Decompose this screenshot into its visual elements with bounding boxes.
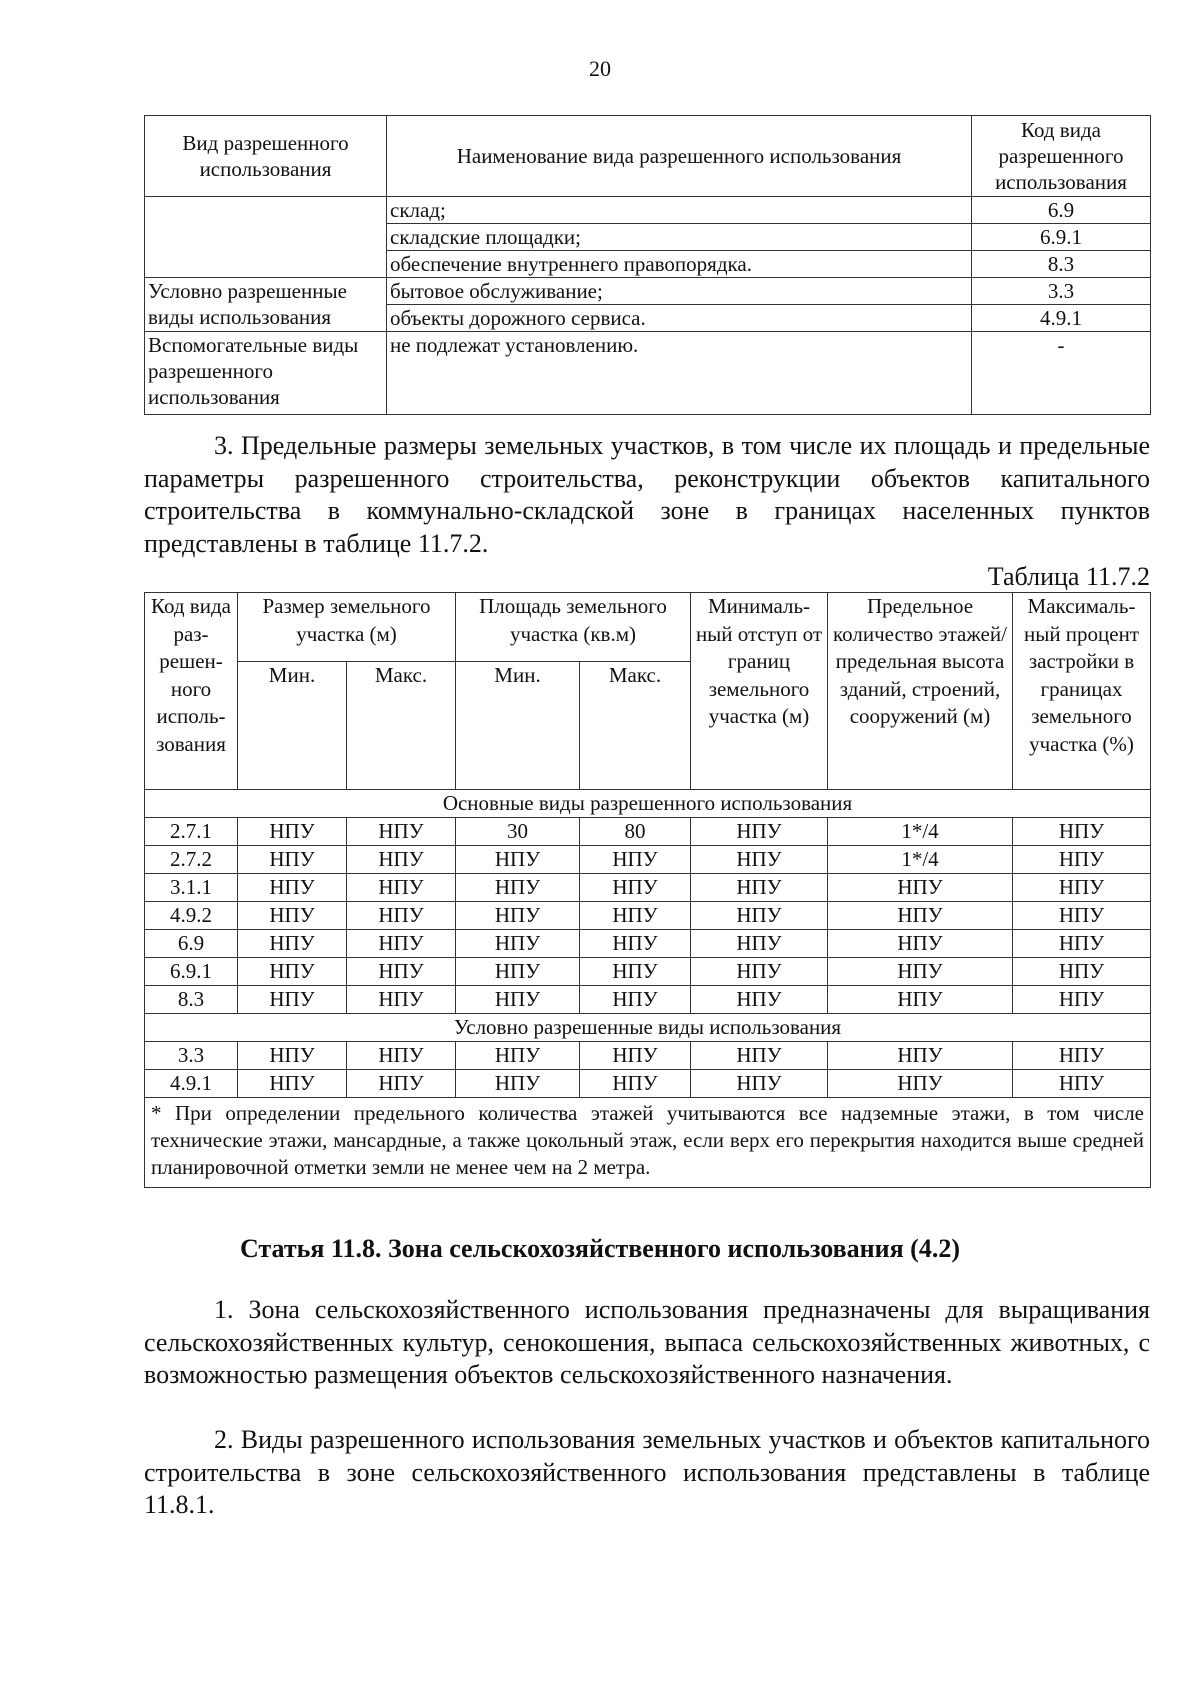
cell-size-min: НПУ bbox=[238, 986, 347, 1014]
header-size-min: Мин. bbox=[238, 662, 347, 790]
cell-size-min: НПУ bbox=[238, 902, 347, 930]
cell-area-min: НПУ bbox=[456, 846, 580, 874]
cell-area-min: НПУ bbox=[456, 930, 580, 958]
cell-coverage: НПУ bbox=[1013, 846, 1151, 874]
use-code: - bbox=[972, 332, 1151, 415]
article-paragraph-1-text: 1. Зона сельскохозяйственного использования предназначены для выращивания сельскохозяйственных культур, сенокошения, выпаса сельскохозяйственных животных, с возможностью размещения объектов сельскохозяйственного назначения. bbox=[144, 1295, 1150, 1389]
table-row bbox=[145, 1070, 1151, 1098]
page-number: 20 bbox=[589, 56, 611, 81]
table-row bbox=[145, 986, 1151, 1014]
cell-area-max: НПУ bbox=[580, 1042, 691, 1070]
section-main-title: Основные виды разрешенного использования bbox=[145, 790, 1151, 818]
use-code: 6.9 bbox=[972, 197, 1151, 224]
cell-setback: НПУ bbox=[691, 958, 828, 986]
table-row bbox=[145, 197, 1151, 224]
cell-area-max: НПУ bbox=[580, 874, 691, 902]
cell-coverage: НПУ bbox=[1013, 958, 1151, 986]
cell-setback: НПУ bbox=[691, 986, 828, 1014]
cell-area-max: НПУ bbox=[580, 902, 691, 930]
cell-area-max: 80 bbox=[580, 818, 691, 846]
table-row bbox=[145, 930, 1151, 958]
cell-coverage: НПУ bbox=[1013, 818, 1151, 846]
table-row bbox=[145, 902, 1151, 930]
cell-size-min: НПУ bbox=[238, 958, 347, 986]
table-row bbox=[145, 874, 1151, 902]
cell-size-max: НПУ bbox=[347, 902, 456, 930]
cell-area-min: НПУ bbox=[456, 958, 580, 986]
header-use-name: Наименование вида разрешенного использования bbox=[387, 116, 972, 197]
section-row bbox=[145, 790, 1151, 818]
cell-code: 6.9 bbox=[145, 930, 238, 958]
cell-area-max: НПУ bbox=[580, 958, 691, 986]
cell-code: 8.3 bbox=[145, 986, 238, 1014]
article-paragraph-2-text: 2. Виды разрешенного использования земельных участков и объектов капитального строительства в зоне сельскохозяйственного использования представлены в таблице 11.8.1. bbox=[144, 1425, 1150, 1519]
header-area-min: Мин. bbox=[456, 662, 580, 790]
use-name: не подлежат установлению. bbox=[387, 332, 972, 415]
header-size-max: Макс. bbox=[347, 662, 456, 790]
cell-size-max: НПУ bbox=[347, 1042, 456, 1070]
header-use-type: Вид разрешенного использования bbox=[145, 116, 387, 197]
cell-area-min: НПУ bbox=[456, 986, 580, 1014]
limit-parameters-table bbox=[144, 592, 1151, 1188]
cell-floors: НПУ bbox=[828, 930, 1013, 958]
cell-area-min: НПУ bbox=[456, 874, 580, 902]
table-row bbox=[145, 1042, 1151, 1070]
cell-code: 4.9.2 bbox=[145, 902, 238, 930]
cell-code: 4.9.1 bbox=[145, 1070, 238, 1098]
header-floors: Предельное количество этажей/ предельная высота зданий, строений, сооружений (м) bbox=[828, 593, 1013, 790]
use-code: 6.9.1 bbox=[972, 224, 1151, 251]
group-label: Условно разрешенные виды использования bbox=[145, 278, 387, 332]
cell-size-max: НПУ bbox=[347, 818, 456, 846]
cell-size-min: НПУ bbox=[238, 1070, 347, 1098]
cell-size-min: НПУ bbox=[238, 818, 347, 846]
cell-floors: НПУ bbox=[828, 958, 1013, 986]
cell-code: 3.1.1 bbox=[145, 874, 238, 902]
cell-area-min: НПУ bbox=[456, 1070, 580, 1098]
use-code: 4.9.1 bbox=[972, 305, 1151, 332]
section-conditional-title: Условно разрешенные виды использования bbox=[145, 1014, 1151, 1042]
table-row bbox=[145, 818, 1151, 846]
cell-setback: НПУ bbox=[691, 1070, 828, 1098]
cell-area-min: НПУ bbox=[456, 1042, 580, 1070]
table-row bbox=[145, 332, 1151, 415]
cell-size-max: НПУ bbox=[347, 874, 456, 902]
cell-area-max: НПУ bbox=[580, 846, 691, 874]
paragraph-3-text: 3. Предельные размеры земельных участков, в том числе их площадь и предельные параметры разрешенного строительства, реконструкции объектов капитального строительства в коммунально-складской зоне в границах населенных пунктов представлены в таблице 11.7.2. bbox=[144, 431, 1150, 558]
cell-floors: НПУ bbox=[828, 1070, 1013, 1098]
cell-setback: НПУ bbox=[691, 902, 828, 930]
cell-size-min: НПУ bbox=[238, 874, 347, 902]
section-row bbox=[145, 1014, 1151, 1042]
use-name: склад; bbox=[387, 197, 972, 224]
cell-floors: 1*/4 bbox=[828, 818, 1013, 846]
cell-setback: НПУ bbox=[691, 846, 828, 874]
footnote-row bbox=[145, 1098, 1151, 1188]
paragraph-3 bbox=[144, 430, 1150, 560]
cell-setback: НПУ bbox=[691, 1042, 828, 1070]
cell-area-max: НПУ bbox=[580, 986, 691, 1014]
table-caption: Таблица 11.7.2 bbox=[987, 562, 1150, 591]
group-label: Вспомогательные виды разрешенного использования bbox=[145, 332, 387, 415]
cell-size-max: НПУ bbox=[347, 930, 456, 958]
cell-size-min: НПУ bbox=[238, 1042, 347, 1070]
header-size: Размер земельного участка (м) bbox=[238, 593, 456, 662]
article-heading: Статья 11.8. Зона сельскохозяйственного использования (4.2) bbox=[239, 1234, 960, 1263]
header-area: Площадь земельного участка (кв.м) bbox=[456, 593, 691, 662]
cell-size-max: НПУ bbox=[347, 1070, 456, 1098]
cell-floors: НПУ bbox=[828, 986, 1013, 1014]
cell-code: 2.7.1 bbox=[145, 818, 238, 846]
table-header-row bbox=[145, 593, 1151, 662]
use-code: 8.3 bbox=[972, 251, 1151, 278]
table-footnote: * При определении предельного количества этажей учитываются все надземные этажи, в том числе технические этажи, мансардные, а также цокольный этаж, если верх его перекрытия находится выше средней планировочной отметки земли не менее чем на 2 метра. bbox=[145, 1098, 1151, 1188]
cell-setback: НПУ bbox=[691, 874, 828, 902]
cell-size-max: НПУ bbox=[347, 958, 456, 986]
header-coverage: Максималь-ный процент застройки в границах земельного участка (%) bbox=[1013, 593, 1151, 790]
header-use-code: Код вида разрешенного использования bbox=[972, 116, 1151, 197]
cell-code: 2.7.2 bbox=[145, 846, 238, 874]
cell-floors: НПУ bbox=[828, 902, 1013, 930]
cell-area-max: НПУ bbox=[580, 930, 691, 958]
cell-coverage: НПУ bbox=[1013, 874, 1151, 902]
use-name: бытовое обслуживание; bbox=[387, 278, 972, 305]
cell-floors: НПУ bbox=[828, 1042, 1013, 1070]
header-code: Код вида раз-решен-ного исполь-зования bbox=[145, 593, 238, 790]
cell-coverage: НПУ bbox=[1013, 1042, 1151, 1070]
use-name: обеспечение внутреннего правопорядка. bbox=[387, 251, 972, 278]
group-label bbox=[145, 197, 387, 278]
cell-area-min: 30 bbox=[456, 818, 580, 846]
cell-size-min: НПУ bbox=[238, 846, 347, 874]
table-header-row bbox=[145, 116, 1151, 197]
use-name: объекты дорожного сервиса. bbox=[387, 305, 972, 332]
cell-area-max: НПУ bbox=[580, 1070, 691, 1098]
cell-area-min: НПУ bbox=[456, 902, 580, 930]
table-row bbox=[145, 278, 1151, 305]
cell-setback: НПУ bbox=[691, 930, 828, 958]
article-paragraph-1 bbox=[144, 1294, 1150, 1392]
table-row bbox=[145, 846, 1151, 874]
use-code: 3.3 bbox=[972, 278, 1151, 305]
cell-size-min: НПУ bbox=[238, 930, 347, 958]
cell-floors: 1*/4 bbox=[828, 846, 1013, 874]
cell-code: 3.3 bbox=[145, 1042, 238, 1070]
table-row bbox=[145, 958, 1151, 986]
cell-setback: НПУ bbox=[691, 818, 828, 846]
cell-code: 6.9.1 bbox=[145, 958, 238, 986]
use-name: складские площадки; bbox=[387, 224, 972, 251]
cell-coverage: НПУ bbox=[1013, 1070, 1151, 1098]
cell-size-max: НПУ bbox=[347, 846, 456, 874]
cell-coverage: НПУ bbox=[1013, 930, 1151, 958]
header-setback: Минималь-ный отступ от границ земельного участка (м) bbox=[691, 593, 828, 790]
cell-size-max: НПУ bbox=[347, 986, 456, 1014]
permitted-use-table bbox=[144, 115, 1151, 415]
cell-coverage: НПУ bbox=[1013, 902, 1151, 930]
cell-floors: НПУ bbox=[828, 874, 1013, 902]
article-paragraph-2 bbox=[144, 1424, 1150, 1522]
header-area-max: Макс. bbox=[580, 662, 691, 790]
cell-coverage: НПУ bbox=[1013, 986, 1151, 1014]
